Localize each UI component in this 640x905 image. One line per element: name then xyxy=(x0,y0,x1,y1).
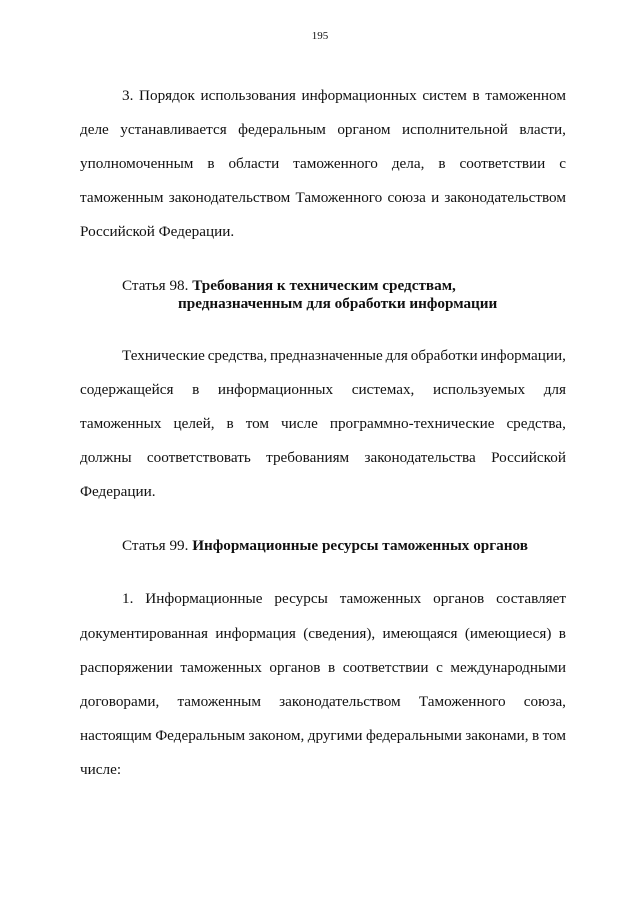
paragraph-98-line-4-word: законодательства xyxy=(364,449,476,466)
paragraph-3-line-4-word: законодательством xyxy=(444,189,566,206)
article-98-title-line-1: Требования к техническим средствам, xyxy=(192,277,456,294)
paragraph-99-1-line-1-word: таможенных xyxy=(339,590,422,607)
paragraph-99-1-line-2 xyxy=(80,624,566,644)
article-99-title: Информационные ресурсы таможенных органов xyxy=(192,537,528,554)
paragraph-98-line-2-word: используемых xyxy=(432,381,526,398)
paragraph-3-line-2-word: федеральным xyxy=(238,121,326,138)
paragraph-98-line-1-word: для xyxy=(385,347,408,364)
paragraph-98-line-2 xyxy=(80,380,566,400)
paragraph-3-line-3 xyxy=(80,154,566,174)
paragraph-3-line-5: Российской Федерации. xyxy=(80,223,235,240)
paragraph-99-1-line-2-word: (имеющиеся) xyxy=(464,625,552,642)
paragraph-99-1-line-2-word: информация xyxy=(215,625,296,642)
paragraph-99-1-line-3-word: органов xyxy=(269,659,321,676)
article-98-prefix: Статья 98. xyxy=(122,277,189,294)
article-98-title-line-2: предназначенным для обработки информации xyxy=(178,295,498,312)
paragraph-98-line-3-word: том xyxy=(245,415,270,432)
paragraph-99-1-line-3-word: соответствии xyxy=(342,659,429,676)
paragraph-99-1-line-2-word: (сведения), xyxy=(303,625,376,642)
paragraph-99-1-line-5-word: законом, xyxy=(248,727,305,744)
paragraph-99-1-line-2-word: имеющаяся xyxy=(382,625,458,642)
paragraph-3-line-3-word: соответствии xyxy=(459,155,546,172)
paragraph-99-1-line-1-word: 1. xyxy=(122,590,134,607)
paragraph-3-line-1 xyxy=(122,86,566,106)
paragraph-3-line-3-word: таможенного xyxy=(293,155,378,172)
paragraph-3-line-2 xyxy=(80,120,566,140)
paragraph-98-line-2-word: системах, xyxy=(351,381,415,398)
paragraph-3-line-3-word: уполномоченным xyxy=(80,155,194,172)
paragraph-3-line-2-word: власти, xyxy=(519,121,566,138)
paragraph-3-line-1-word: систем xyxy=(422,87,467,104)
paragraph-3-line-4-word: Таможенного xyxy=(295,189,383,206)
paragraph-99-1-line-5-word: Федеральным xyxy=(155,727,246,744)
paragraph-99-1-line-2-word: документированная xyxy=(80,625,209,642)
paragraph-99-1-line-5-word: законами, xyxy=(465,727,529,744)
paragraph-99-1-line-1 xyxy=(122,589,566,609)
paragraph-98-line-1-word: предназначенные xyxy=(270,347,383,364)
paragraph-3-line-1-word: 3. xyxy=(122,87,134,104)
paragraph-99-1-line-5-word: настоящим xyxy=(80,727,152,744)
paragraph-3-line-1-word: Порядок xyxy=(139,87,195,104)
paragraph-3-line-2-word: устанавливается xyxy=(120,121,227,138)
paragraph-98-line-3-word: таможенных xyxy=(80,415,162,432)
paragraph-98-line-1-word: Технические xyxy=(122,347,205,364)
paragraph-99-1-line-3 xyxy=(80,658,566,678)
paragraph-98-line-1-word: обработки xyxy=(410,347,478,364)
paragraph-3-line-4-word: и xyxy=(431,189,440,206)
paragraph-98-line-3-word: средства, xyxy=(506,415,566,432)
paragraph-99-1-line-5-word: другими xyxy=(307,727,363,744)
paragraph-99-1-line-6: числе: xyxy=(80,761,122,778)
paragraph-98-line-5: Федерации. xyxy=(80,483,156,500)
paragraph-99-1-line-4-word: союза, xyxy=(523,693,566,710)
paragraph-99-1-line-4-word: договорами, xyxy=(80,693,160,710)
paragraph-3-line-4-word: законодательством xyxy=(168,189,291,206)
paragraph-99-1-line-5 xyxy=(80,726,566,746)
paragraph-99-1-line-5-word: в xyxy=(532,727,540,744)
paragraph-98-line-4 xyxy=(80,448,566,468)
paragraph-99-1-line-5-word: том xyxy=(542,727,566,744)
article-99-heading xyxy=(122,536,566,556)
paragraph-98-line-3 xyxy=(80,414,566,434)
paragraph-3-line-4-word: таможенным xyxy=(80,189,164,206)
paragraph-99-1-line-4-word: Таможенного xyxy=(418,693,506,710)
paragraph-98-line-1-word: информации, xyxy=(480,347,566,364)
paragraph-3-line-2-word: деле xyxy=(80,121,109,138)
paragraph-3-line-4 xyxy=(80,188,566,208)
paragraph-99-1-line-4-word: таможенным xyxy=(177,693,261,710)
paragraph-3-line-1-word: информационных xyxy=(301,87,417,104)
paragraph-99-1-line-4 xyxy=(80,692,566,712)
paragraph-98-line-3-word: числе xyxy=(281,415,318,432)
paragraph-99-1-line-4-word: законодательством xyxy=(279,693,401,710)
paragraph-98-line-1-word: средства, xyxy=(207,347,268,364)
paragraph-3-line-2-word: исполнительной xyxy=(401,121,508,138)
paragraph-98-line-1 xyxy=(122,346,566,366)
paragraph-98-line-4-word: должны xyxy=(80,449,132,466)
paragraph-3-line-3-word: дела, xyxy=(391,155,425,172)
paragraph-99-1-line-5-word: федеральными xyxy=(365,727,462,744)
paragraph-99-1-line-3-word: с xyxy=(436,659,443,676)
paragraph-98-line-2-word: для xyxy=(543,381,566,398)
paragraph-98-line-2-word: содержащейся xyxy=(80,381,174,398)
paragraph-99-1-line-2-word: в xyxy=(558,625,566,642)
article-99-prefix: Статья 99. xyxy=(122,537,189,554)
paragraph-98-line-4-word: требованиям xyxy=(266,449,350,466)
paragraph-98-line-4-word: соответствовать xyxy=(146,449,251,466)
paragraph-98-line-2-word: в xyxy=(192,381,200,398)
paragraph-99-1-line-3-word: таможенных xyxy=(180,659,262,676)
paragraph-99-1-line-3-word: международными xyxy=(450,659,566,676)
paragraph-98-line-3-word: целей, xyxy=(173,415,215,432)
paragraph-3-line-3-word: в xyxy=(207,155,215,172)
paragraph-99-1-line-1-word: ресурсы xyxy=(274,590,328,607)
paragraph-3-line-4-word: союза xyxy=(387,189,426,206)
paragraph-3-line-1-word: в xyxy=(472,87,480,104)
paragraph-3-line-1-word: таможенном xyxy=(485,87,566,104)
paragraph-3-line-2-word: органом xyxy=(337,121,391,138)
paragraph-99-1-line-3-word: в xyxy=(327,659,336,676)
paragraph-99-1-line-1-word: составляет xyxy=(496,590,566,607)
paragraph-3-line-3-word: с xyxy=(559,155,566,172)
paragraph-3-line-3-word: области xyxy=(228,155,280,172)
paragraph-3-line-1-word: использования xyxy=(200,87,296,104)
paragraph-3-line-3-word: в xyxy=(438,155,446,172)
paragraph-99-1-line-1-word: органов xyxy=(433,590,485,607)
paragraph-98-line-3-word: программно-технические xyxy=(329,415,495,432)
paragraph-99-1-line-3-word: распоряжении xyxy=(80,659,173,676)
paragraph-98-line-3-word: в xyxy=(226,415,234,432)
page-number: 195 xyxy=(311,30,329,42)
paragraph-98-line-4-word: Российской xyxy=(491,449,566,466)
paragraph-99-1-line-1-word: Информационные xyxy=(145,590,263,607)
paragraph-98-line-2-word: информационных xyxy=(217,381,334,398)
